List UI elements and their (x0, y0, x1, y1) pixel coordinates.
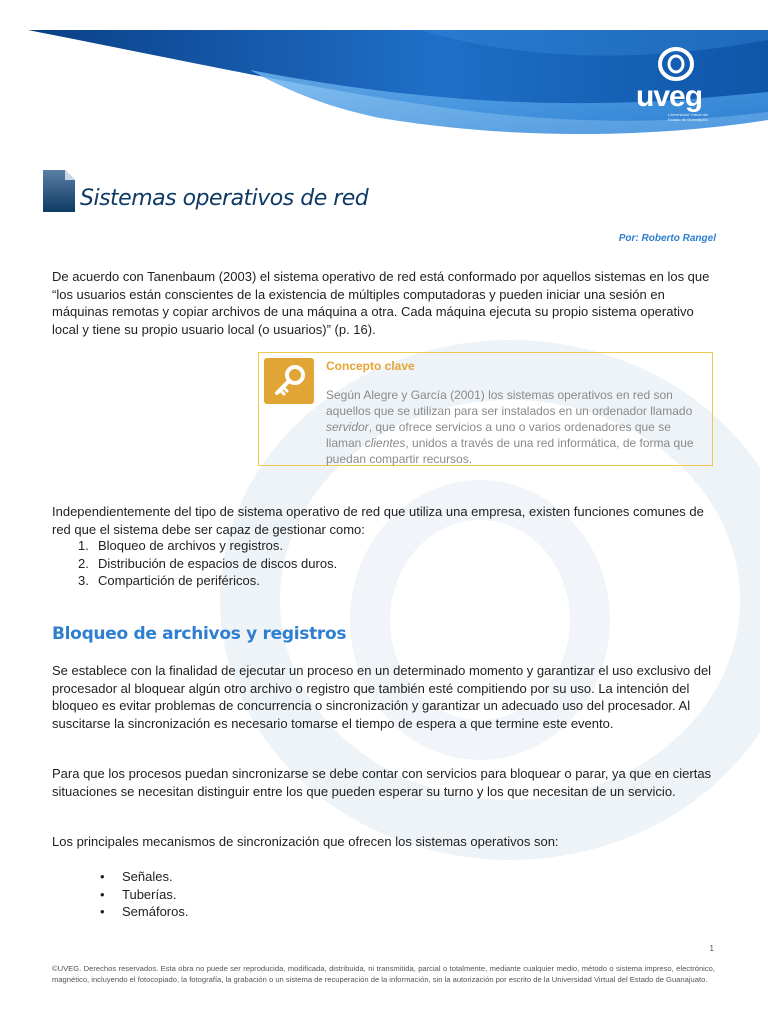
section-paragraph-3: Los principales mecanismos de sincronización que ofrecen los sistemas operativos son: (52, 834, 559, 849)
list-item-text: Bloqueo de archivos y registros. (98, 538, 283, 553)
functions-paragraph: Independientemente del tipo de sistema operativo de red que utiliza una empresa, existen funciones comunes de red que el sistema debe ser capaz de gestionar como: (52, 504, 704, 537)
list-item (100, 886, 188, 904)
list-item (78, 555, 337, 573)
logo-subtitle: Universidad Virtual del Estado de Guanajuato (668, 112, 708, 122)
intro-paragraph: De acuerdo con Tanenbaum (2003) el sistema operativo de red está conformado por aquellos sistemas en los que “los usuarios están conscientes de la existencia de múltiples computadoras y pueden iniciar una sesión en máquinas remotas y copiar archivos de una máquina a otra. Cada máquina ejecuta su propio sistema operativo local y tiene su propio usuario local (o usuarios)” (p. 16). (52, 269, 710, 337)
section-heading: Bloqueo de archivos y registros (52, 624, 347, 644)
concept-text-part: Según Alegre y García (2001) los sistemas operativos en red son aquellos que se utilizan para ser instalados en un ordenador llamado (326, 388, 693, 418)
key-icon-box (264, 358, 314, 404)
concept-title: Concepto clave (326, 359, 415, 373)
logo-emblem-icon (656, 46, 696, 82)
list-item (78, 537, 337, 555)
list-item (78, 572, 337, 590)
concept-text (326, 387, 706, 467)
logo-text: uveg (636, 80, 703, 113)
list-item-text: Tuberías. (122, 886, 177, 902)
bullet: • (100, 869, 105, 884)
list-item-text: Semáforos. (122, 904, 189, 919)
concept-term-clientes: clientes (364, 436, 406, 450)
author-byline: Por: Roberto Rangel (618, 233, 716, 244)
concept-term-servidor: servidor (326, 420, 369, 434)
key-icon (264, 358, 314, 404)
copyright-footer: ©UVEG. Derechos reservados. Esta obra no puede ser reproducida, modificada, distribuida, ni transmitida, parcial o totalmente, mediante cualquier medio, método o sistema impreso, electrónico, magnético, incluyendo el fotocopiado, la fotografía, la grabación o un sistema de recuperación de la información, sin la autorización por escrito de la Universidad Virtual del Estado de Guanajuato. (52, 964, 715, 984)
section-paragraph-2: Para que los procesos puedan sincronizarse se debe contar con servicios para bloquear o parar, ya que en ciertas situaciones se necesitan distinguir entre los que pueden esperar su turno y los que necesitan de un servicio. (52, 766, 712, 799)
uveg-logo (628, 46, 720, 126)
list-number: 1. (78, 538, 89, 553)
list-item-text: Distribución de espacios de discos duros. (98, 555, 338, 571)
list-item-text: Señales. (122, 869, 173, 884)
document-icon (43, 170, 75, 212)
page-number: 1 (709, 944, 714, 953)
list-number: 2. (78, 555, 89, 571)
bullet: • (100, 886, 105, 902)
functions-list (78, 537, 337, 590)
bullet: • (100, 904, 105, 919)
list-number: 3. (78, 573, 89, 588)
mechanisms-list (100, 868, 188, 921)
list-item (100, 868, 188, 886)
concept-text-part: , que ofrece servicios a uno o varios ordenadores que se llaman (326, 420, 671, 450)
page-title: Sistemas operativos de red (80, 186, 369, 211)
list-item (100, 903, 188, 921)
concept-text-part: , unidos a través de una red informática, de forma que puedan compartir recursos. (326, 436, 694, 466)
list-item-text: Compartición de periféricos. (98, 573, 260, 588)
section-paragraph-1: Se establece con la finalidad de ejecutar un proceso en un determinado momento y garantizar el uso exclusivo del procesador al bloquear algún otro archivo o registro que también esté compitiendo por su uso. La intención del bloqueo es evitar problemas de concurrencia o sincronización y garantizar un adecuado uso del procesador. Al suscitarse la sincronización es necesario tomarse el tiempo de espera a que termine este evento. (52, 663, 712, 731)
